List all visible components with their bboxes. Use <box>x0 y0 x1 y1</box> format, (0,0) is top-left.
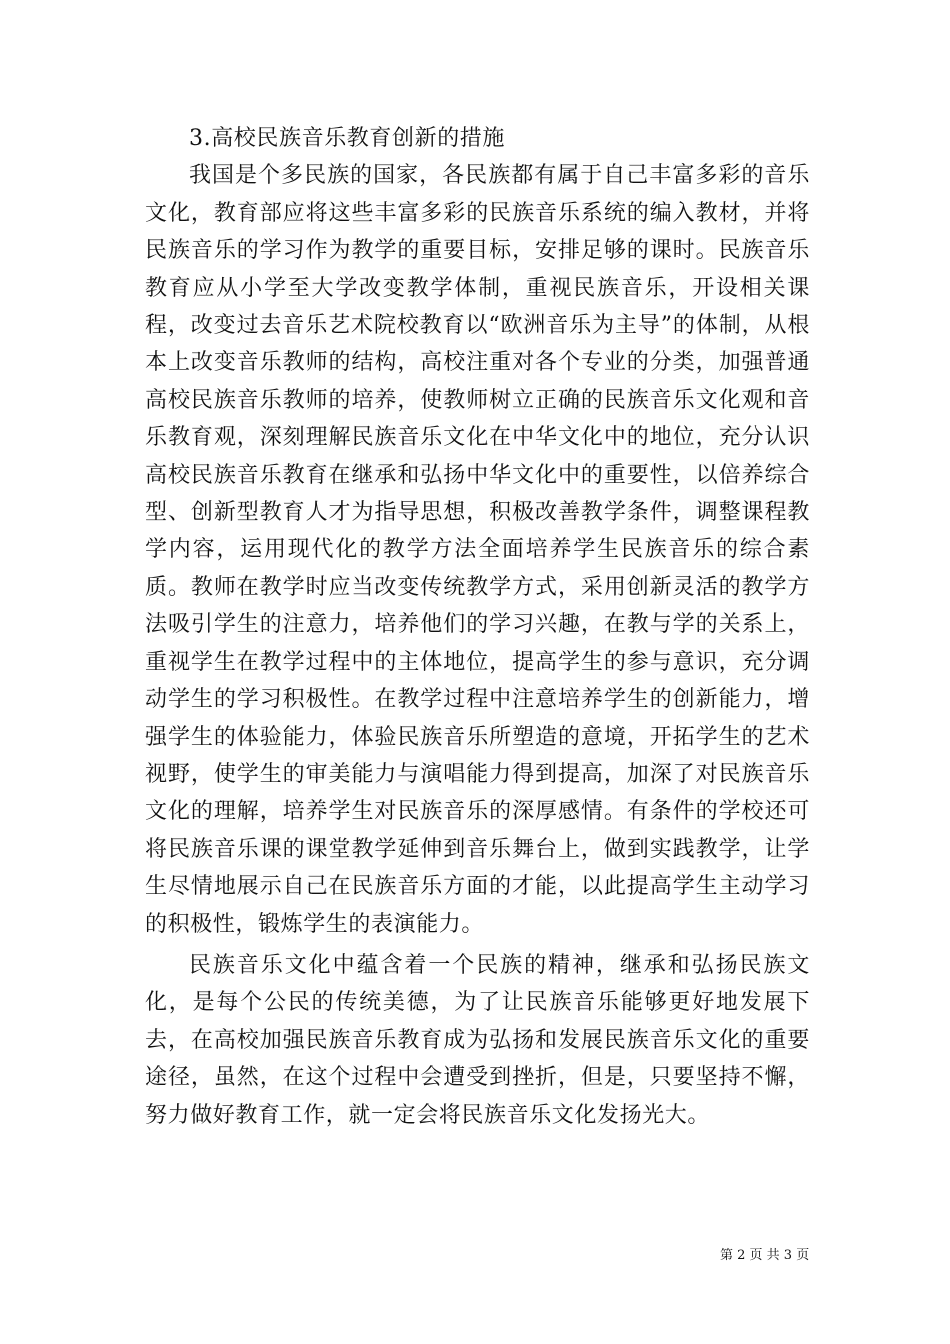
page-number: 第 2 页 共 3 页 <box>720 1248 810 1263</box>
paragraph-measures: 我国是个多民族的国家，各民族都有属于自己丰富多彩的音乐文化，教育部应将这些丰富多彩的民族音乐系统的编入教材，并将民族音乐的学习作为教学的重要目标，安排足够的课时。民族音乐教育应从小学至大学改变教学体制，重视民族音乐，开设相关课程，改变过去音乐艺术院校教育以“欧洲音乐为主导”的体制，从根本上改变音乐教师的结构，高校注重对各个专业的分类，加强普通高校民族音乐教师的培养，使教师树立正确的民族音乐文化观和音乐教育观，深刻理解民族音乐文化在中华文化中的地位，充分认识高校民族音乐教育在继承和弘扬中华文化中的重要性，以倍养综合型、创新型教育人才为指导思想，积极改善教学条件，调整课程教学内容，运用现代化的教学方法全面培养学生民族音乐的综合素质。教师在教学时应当改变传统教学方式，采用创新灵活的教学方法吸引学生的注意力，培养他们的学习兴趣，在教与学的关系上，重视学生在教学过程中的主体地位，提高学生的参与意识，充分调动学生的学习积极性。在教学过程中注意培养学生的创新能力，增强学生的体验能力，体验民族音乐所塑造的意境，开拓学生的艺术视野，使学生的审美能力与演唱能力得到提高，加深了对民族音乐文化的理解，培养学生对民族音乐的深厚感情。有条件的学校还可将民族音乐课的课堂教学延伸到音乐舞台上，做到实践教学，让学生尽情地展示自己在民族音乐方面的才能，以此提高学生主动学习的积极性，锻炼学生的表演能力。 <box>145 163 810 937</box>
body-text <box>145 120 810 1134</box>
section-heading: 3.高校民族音乐教育创新的措施 <box>189 126 505 151</box>
paragraph-conclusion: 民族音乐文化中蕴含着一个民族的精神，继承和弘扬民族文化，是每个公民的传统美德，为了让民族音乐能够更好地发展下去，在高校加强民族音乐教育成为弘扬和发展民族音乐文化的重要途径，虽然，在这个过程中会遭受到挫折，但是，只要坚持不懈，努力做好教育工作，就一定会将民族音乐文化发扬光大。 <box>145 952 810 1128</box>
